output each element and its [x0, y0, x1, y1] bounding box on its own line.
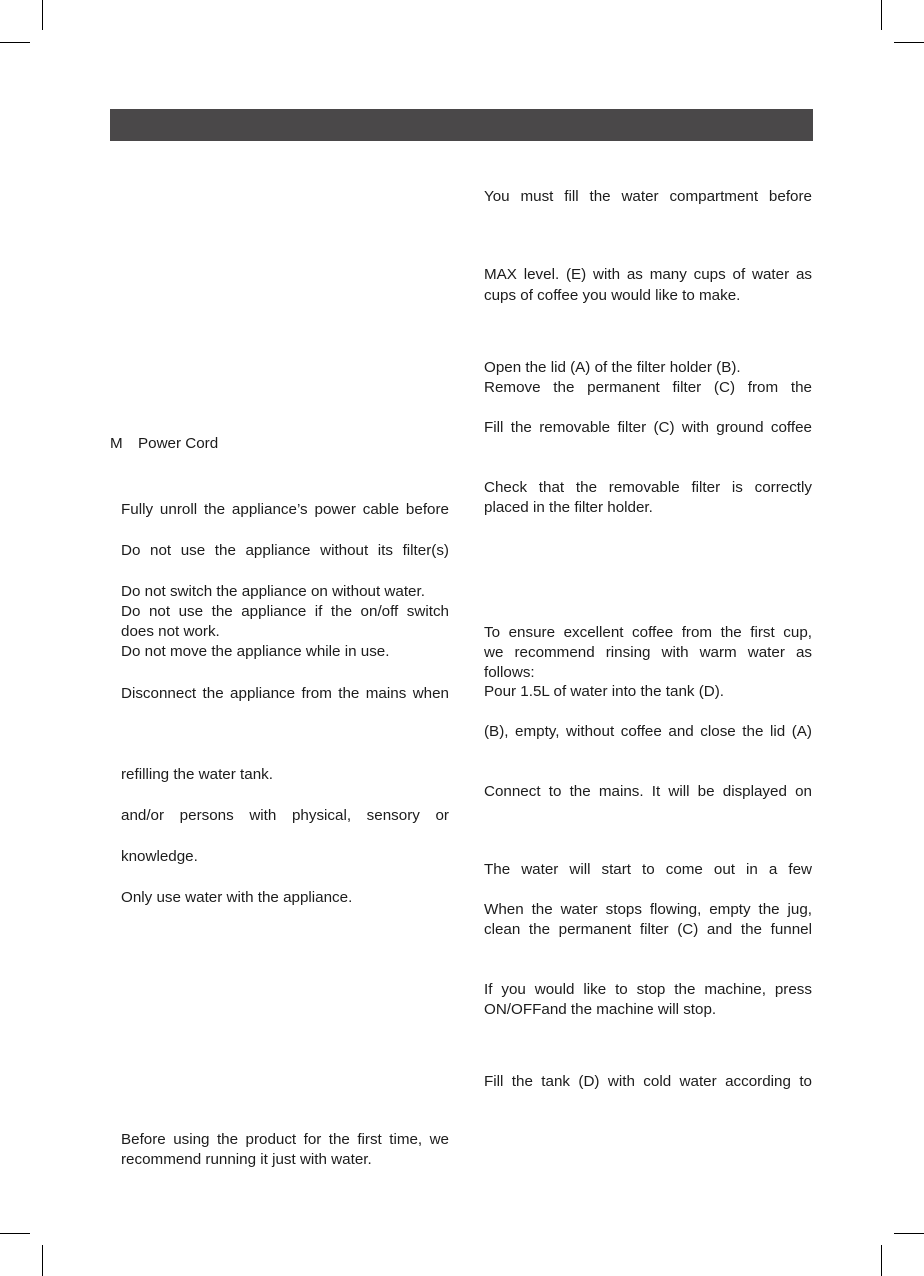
- left-line: Only use water with the appliance.: [121, 889, 353, 906]
- crop-mark: [881, 0, 882, 30]
- left-line: Do not move the appliance while in use.: [121, 643, 390, 660]
- left-line: Do not switch the appliance on without water.: [121, 583, 425, 600]
- crop-mark: [0, 42, 30, 43]
- left-line: Do not use the appliance if the on/off switch: [121, 603, 449, 620]
- header-bar: [110, 109, 813, 141]
- crop-mark: [881, 1245, 882, 1276]
- right-line: cups of coffee you would like to make.: [484, 287, 741, 304]
- left-line: recommend running it just with water.: [121, 1151, 372, 1168]
- crop-mark: [0, 1233, 30, 1234]
- crop-mark: [42, 1245, 43, 1276]
- right-line: Fill the tank (D) with cold water according to: [484, 1073, 812, 1090]
- right-line: Fill the removable filter (C) with ground coffee: [484, 419, 812, 436]
- right-line: If you would like to stop the machine, press: [484, 981, 812, 998]
- right-line: Connect to the mains. It will be displayed on: [484, 783, 812, 800]
- left-line: Do not use the appliance without its filter(s): [121, 542, 449, 559]
- left-line: and/or persons with physical, sensory or: [121, 807, 449, 824]
- right-line: Check that the removable filter is correctly: [484, 479, 812, 496]
- right-line: The water will start to come out in a few: [484, 861, 812, 878]
- right-line: Pour 1.5L of water into the tank (D).: [484, 683, 725, 700]
- right-line: MAX level. (E) with as many cups of water as: [484, 266, 812, 283]
- part-name: Power Cord: [138, 435, 219, 452]
- right-line: we recommend rinsing with warm water as: [484, 644, 812, 661]
- crop-mark: [894, 42, 924, 43]
- right-line: placed in the filter holder.: [484, 499, 653, 516]
- right-line: To ensure excellent coffee from the first cup,: [484, 624, 812, 641]
- left-line: Disconnect the appliance from the mains when: [121, 685, 449, 702]
- left-line: Before using the product for the first time, we: [121, 1131, 449, 1148]
- right-line: Remove the permanent filter (C) from the: [484, 379, 812, 396]
- left-line: does not work.: [121, 623, 220, 640]
- left-line: Fully unroll the appliance’s power cable before: [121, 501, 449, 518]
- right-line: clean the permanent filter (C) and the funnel: [484, 921, 812, 938]
- crop-mark: [894, 1233, 924, 1234]
- right-line: You must fill the water compartment before: [484, 188, 812, 205]
- crop-mark: [42, 0, 43, 30]
- right-line: When the water stops flowing, empty the jug,: [484, 901, 812, 918]
- right-line: ON/OFFand the machine will stop.: [484, 1001, 717, 1018]
- part-letter: M: [110, 435, 123, 452]
- right-line: follows:: [484, 664, 535, 681]
- right-line: (B), empty, without coffee and close the lid (A): [484, 723, 812, 740]
- left-line: refilling the water tank.: [121, 766, 273, 783]
- left-line: knowledge.: [121, 848, 198, 865]
- right-line: Open the lid (A) of the filter holder (B).: [484, 359, 741, 376]
